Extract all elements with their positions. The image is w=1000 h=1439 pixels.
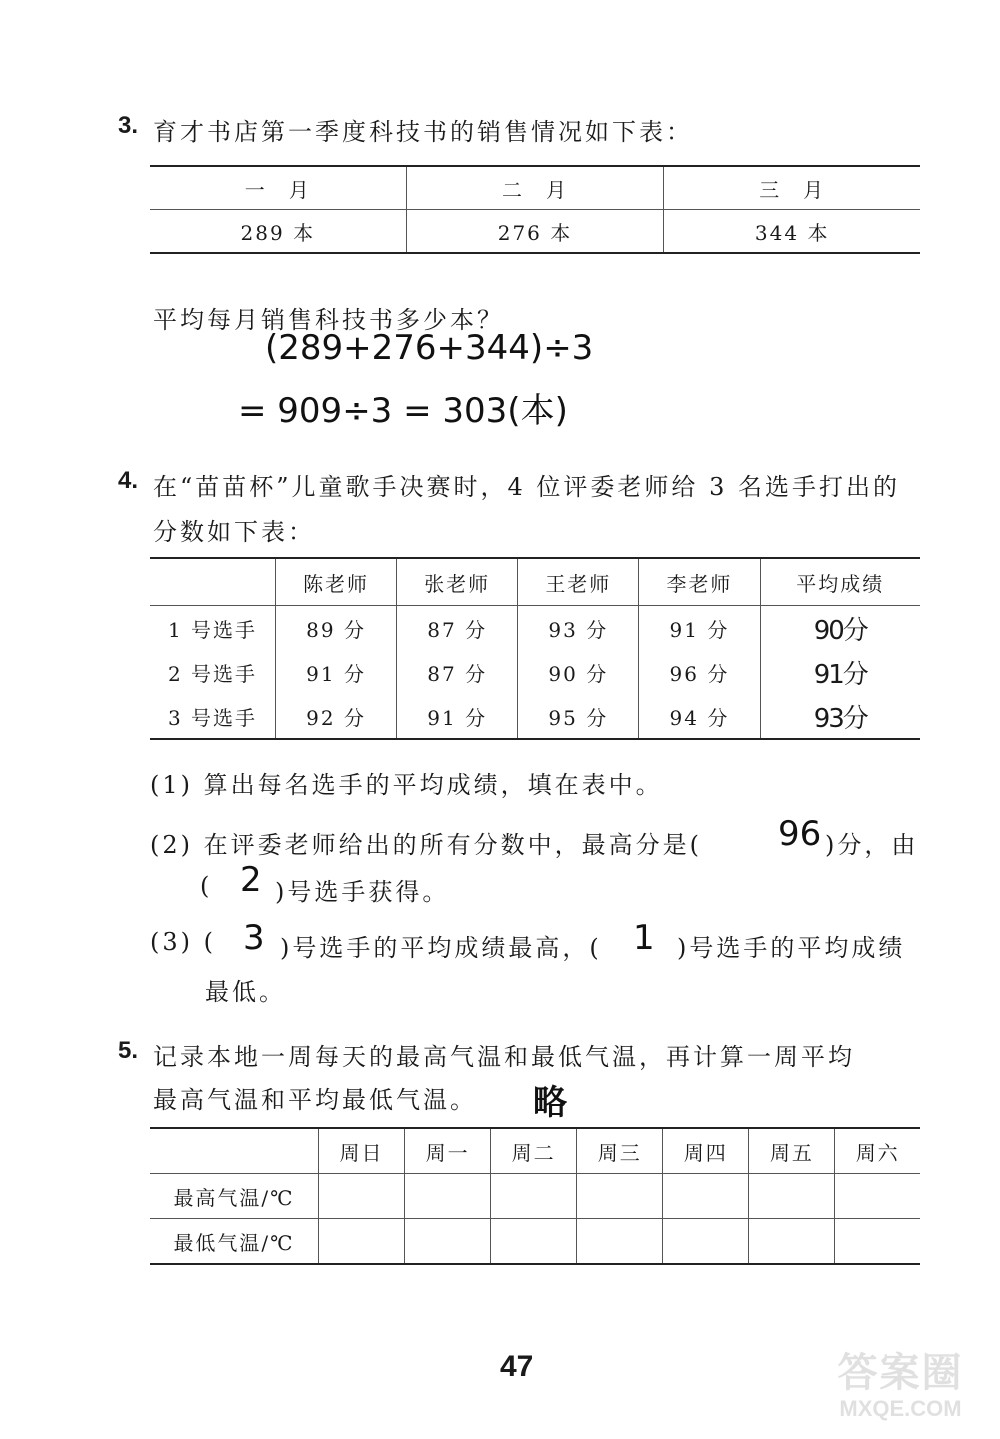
q5-text-line2: 最高气温和平均最低气温。 xyxy=(153,1086,477,1114)
header-cell: 周一 xyxy=(405,1128,491,1174)
q5-text-line1: 记录本地一周每天的最高气温和最低气温，再计算一周平均 xyxy=(153,1043,855,1071)
table-cell: 87 分 xyxy=(397,606,518,651)
table-cell xyxy=(405,1219,491,1265)
q4-sub3-part4: 最低。 xyxy=(205,978,286,1006)
header-cell: 陈老师 xyxy=(276,558,397,606)
handwritten-average: 93分 xyxy=(760,694,920,739)
table-row xyxy=(150,210,920,254)
header-cell xyxy=(150,558,276,606)
q4-sub2-answer-highest: 96 xyxy=(778,814,822,854)
table-cell: 289 本 xyxy=(240,220,316,245)
table-cell: 276 本 xyxy=(406,210,664,254)
table-cell: 344 本 xyxy=(664,210,920,254)
q3-number: 3. xyxy=(118,112,139,139)
table-cell xyxy=(663,1219,749,1265)
q4-sub3-part2: )号选手的平均成绩最高，( xyxy=(280,934,602,962)
table-header-row xyxy=(150,1128,920,1174)
q4-sub2-part2: )分，由 xyxy=(825,831,919,859)
header-cell: 一 月 xyxy=(150,166,406,210)
q4-sub2-part3: ( xyxy=(200,872,213,900)
table-cell: 89 分 xyxy=(276,606,397,651)
table-cell: 91 分 xyxy=(276,650,397,694)
header-cell: 三 月 xyxy=(664,166,920,210)
table-cell xyxy=(663,1174,749,1219)
row-label: 3 号选手 xyxy=(167,705,258,730)
header-cell: 周日 xyxy=(319,1128,405,1174)
header-cell: 周二 xyxy=(491,1128,577,1174)
row-label: 最低气温/℃ xyxy=(173,1230,295,1255)
table-cell xyxy=(319,1174,405,1219)
table-cell: 93 分 xyxy=(518,606,639,651)
q3-handwritten-answer-line1: (289+276+344)÷3 xyxy=(265,328,594,368)
table-header-row xyxy=(150,558,920,606)
table-cell xyxy=(577,1174,663,1219)
table-cell xyxy=(749,1219,835,1265)
table-cell: 96 分 xyxy=(639,650,760,694)
row-label: 1 号选手 xyxy=(167,617,258,642)
header-cell: 周六 xyxy=(835,1128,920,1174)
q3-text: 育才书店第一季度科技书的销售情况如下表： xyxy=(153,118,693,146)
q3-question: 平均每月销售科技书多少本？ xyxy=(153,306,504,334)
header-cell: 平均成绩 xyxy=(760,558,920,606)
q4-sub1: (1) 算出每名选手的平均成绩，填在表中。 xyxy=(150,771,663,799)
table-cell xyxy=(405,1174,491,1219)
table-cell: 91 分 xyxy=(639,606,760,651)
header-cell: 王老师 xyxy=(518,558,639,606)
table-row xyxy=(150,650,920,694)
q4-score-table xyxy=(150,557,920,740)
q4-sub2-part4: )号选手获得。 xyxy=(275,878,450,906)
header-cell: 周三 xyxy=(577,1128,663,1174)
row-label: 最高气温/℃ xyxy=(150,1174,319,1219)
handwritten-average: 91分 xyxy=(760,650,920,694)
q5-temperature-table xyxy=(150,1127,920,1265)
q3-sales-table xyxy=(150,165,920,254)
q4-sub3-answer-lowest: 1 xyxy=(633,918,655,958)
table-row xyxy=(150,694,920,739)
header-cell xyxy=(150,1128,319,1174)
table-cell xyxy=(491,1219,577,1265)
table-cell xyxy=(835,1219,920,1265)
q4-sub3-part3: )号选手的平均成绩 xyxy=(677,934,906,962)
handwritten-average: 90分 xyxy=(760,606,920,651)
watermark-logo: 答案圈 MXQE.COM xyxy=(837,1351,964,1421)
table-cell: 94 分 xyxy=(639,694,760,739)
q4-text-line1: 在“苗苗杯”儿童歌手决赛时，4 位评委老师给 3 名选手打出的 xyxy=(153,473,900,501)
table-cell: 95 分 xyxy=(518,694,639,739)
page-number: 47 xyxy=(500,1350,534,1383)
header-cell: 张老师 xyxy=(397,558,518,606)
q4-number: 4. xyxy=(118,467,139,494)
q3-handwritten-answer-line2: = 909÷3 = 303(本) xyxy=(238,391,568,431)
q4-sub2-answer-player: 2 xyxy=(240,860,262,900)
table-header-row xyxy=(150,166,920,210)
table-row xyxy=(150,1219,920,1265)
q5-number: 5. xyxy=(118,1037,139,1064)
table-cell: 87 分 xyxy=(397,650,518,694)
row-label: 2 号选手 xyxy=(167,661,258,686)
q4-sub3-part1: (3) ( xyxy=(150,928,216,956)
table-cell: 91 分 xyxy=(397,694,518,739)
table-cell xyxy=(319,1219,405,1265)
table-cell xyxy=(577,1219,663,1265)
table-cell: 92 分 xyxy=(276,694,397,739)
header-cell: 周四 xyxy=(663,1128,749,1174)
table-cell: 90 分 xyxy=(518,650,639,694)
header-cell: 二 月 xyxy=(406,166,664,210)
q4-sub3-answer-highest: 3 xyxy=(243,918,265,958)
q4-sub2-part1: (2) 在评委老师给出的所有分数中，最高分是( xyxy=(150,831,702,859)
table-cell xyxy=(749,1174,835,1219)
table-row xyxy=(150,1174,920,1219)
header-cell: 李老师 xyxy=(639,558,760,606)
table-row xyxy=(150,606,920,651)
header-cell: 周五 xyxy=(749,1128,835,1174)
q5-handwritten-omitted: 略 xyxy=(533,1083,567,1123)
table-cell xyxy=(835,1174,920,1219)
q4-text-line2: 分数如下表： xyxy=(153,518,315,546)
table-cell xyxy=(491,1174,577,1219)
